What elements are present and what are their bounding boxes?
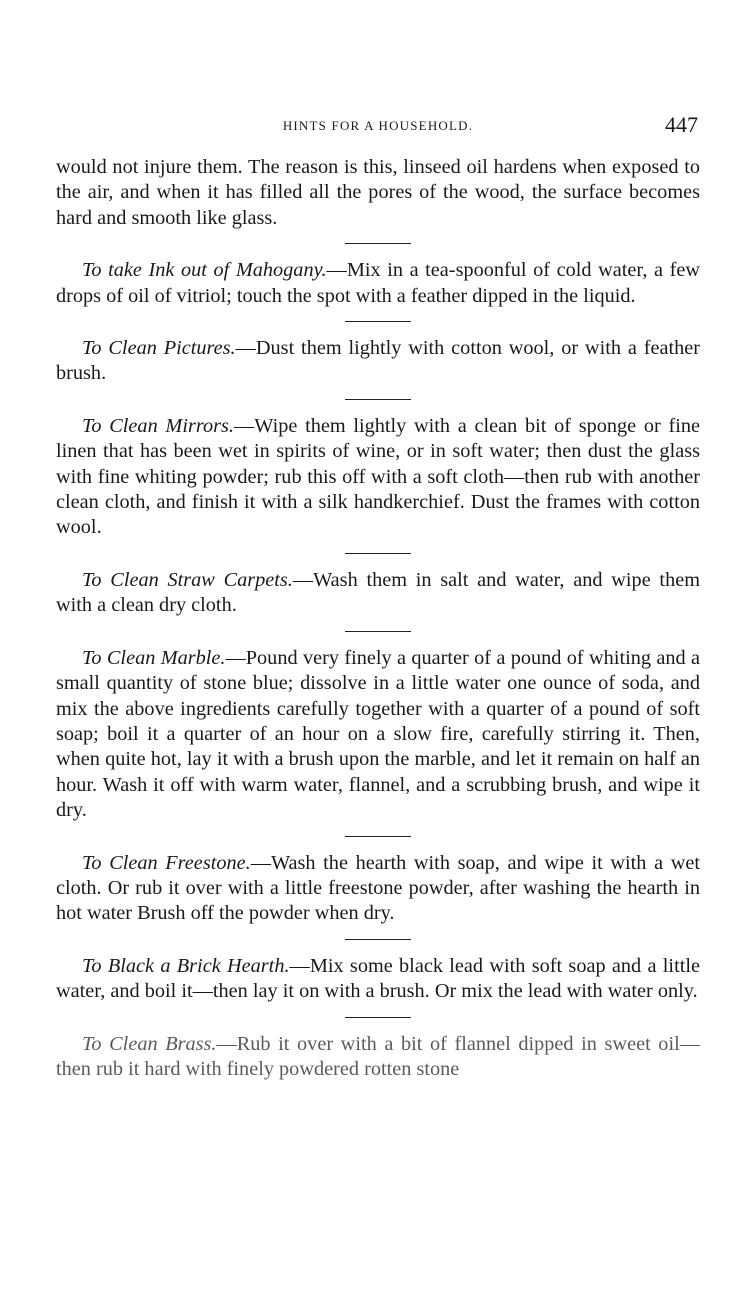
recipe-body: —Mix some black lead with soft soap and a little water, and boil it—then lay it on with a brush. Or mix the lead with water only. <box>56 954 700 1003</box>
section-divider <box>345 321 411 322</box>
recipe-clean-pictures <box>56 336 700 387</box>
section-divider <box>345 836 411 837</box>
recipe-clean-freestone <box>56 851 700 927</box>
section-divider <box>345 243 411 244</box>
recipe-body: —Wash the hearth with soap, and wipe it with a wet cloth. Or rub it over with a little freestone powder, after washing the hearth in hot water Brush off the powder when dry. <box>56 851 701 925</box>
recipe-title: To take Ink out of Mahogany. <box>82 259 327 282</box>
running-head: HINTS FOR A HOUSEHOLD. <box>282 118 474 133</box>
recipe-ink-mahogany <box>56 258 700 309</box>
recipe-title: To Clean Pictures. <box>82 337 236 360</box>
recipe-title: To Clean Mirrors. <box>82 414 234 437</box>
recipe-body: —Rub it over with a bit of flannel dipped in sweet oil—then rub it hard with finely powdered rotten stone <box>56 1032 700 1080</box>
recipe-body: —Wipe them lightly with a clean bit of sponge or fine linen that has been wet in spirits of wine, or in soft water; then dust the glass with fine whiting powder; rub this off with a soft cloth—then rub with another clean cloth, and finish it with a silk handkerchief. Dust the frames with cotton wool. <box>56 414 700 539</box>
recipe-clean-marble <box>56 646 700 824</box>
recipe-body: —Dust them lightly with cotton wool, or with a feather brush. <box>56 337 700 385</box>
section-divider <box>345 399 411 400</box>
recipe-clean-mirrors <box>56 414 700 541</box>
section-divider <box>345 553 411 554</box>
recipe-body: —Pound very finely a quarter of a pound of whiting and a small quantity of stone blue; dissolve in a little water one ounce of soda, and mix the above ingredients carefully together with a quarter of a pound of soft soap; boil it a quarter of an hour on a slow fire, carefully stirring it. Then, when quite hot, lay it with a brush upon the marble, and let it remain on half an hour. Wash it off with warm water, flannel, and a scrubbing brush, and wipe it dry. <box>56 646 700 822</box>
section-divider <box>345 631 411 632</box>
recipe-title: To Black a Brick Hearth. <box>82 954 290 977</box>
recipe-title: To Clean Marble. <box>82 646 226 669</box>
section-divider <box>345 939 411 940</box>
recipe-clean-straw-carpets <box>56 568 700 619</box>
page-number: 447 <box>665 112 698 137</box>
recipe-body: —Wash them in salt and water, and wipe them with a clean dry cloth. <box>56 568 700 617</box>
recipe-title: To Clean Freestone. <box>82 851 251 874</box>
page-body <box>56 155 700 1082</box>
recipe-body: —Mix in a tea-spoonful of cold water, a few drops of oil of vitriol; touch the spot with a feather dipped in the liquid. <box>56 259 700 307</box>
recipe-title: To Clean Straw Carpets. <box>82 568 293 591</box>
recipe-title: To Clean Brass. <box>82 1032 217 1055</box>
page-header <box>56 112 700 138</box>
recipe-black-brick-hearth <box>56 954 700 1005</box>
section-divider <box>345 1017 411 1018</box>
recipe-clean-brass <box>56 1032 700 1083</box>
continuation-paragraph: would not injure them. The reason is this, linseed oil hardens when exposed to the air, and when it has filled all the pores of the wood, the surface becomes hard and smooth like glass. <box>56 156 700 229</box>
